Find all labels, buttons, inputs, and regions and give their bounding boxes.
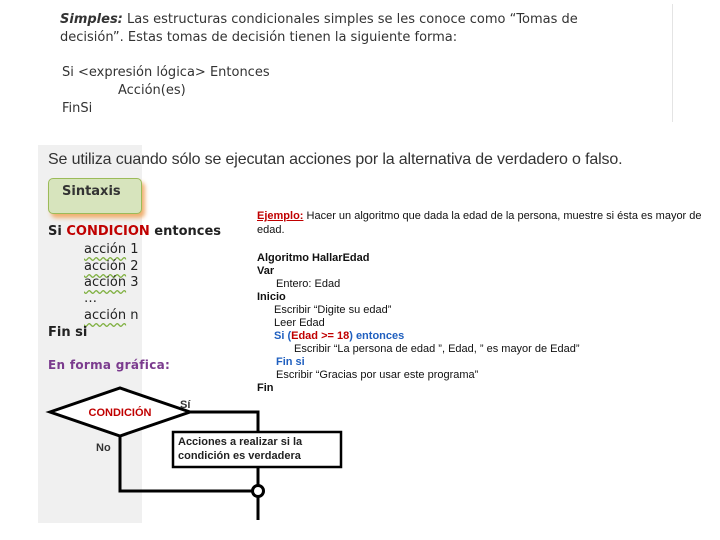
syntax-entonces: entonces <box>149 224 222 239</box>
definition-text: Las estructuras condicionales simples se les conoce como “Tomas de <box>122 12 578 27</box>
ejemplo-paragraph <box>257 209 707 237</box>
no-label: No <box>96 442 111 454</box>
syntax-accion-2 <box>84 259 138 274</box>
accion-num: 3 <box>126 275 139 290</box>
syntax-accion-n <box>84 308 138 323</box>
flowchart <box>38 380 358 530</box>
code-fin: Fin <box>257 382 274 394</box>
sintaxis-label: Sintaxis <box>62 184 121 199</box>
yes-line <box>190 412 258 432</box>
code-si <box>274 330 404 342</box>
code-inicio: Inicio <box>257 291 286 303</box>
accion-num: n <box>126 308 139 323</box>
syntax-dots: … <box>84 291 97 306</box>
code-algoritmo: Algoritmo HallarEdad <box>257 252 370 264</box>
syntax-si-line <box>48 224 221 239</box>
form-line-accion: Acción(es) <box>118 83 186 98</box>
syntax-accion-3 <box>84 275 138 290</box>
form-line-si: Si <expresión lógica> Entonces <box>62 65 270 80</box>
code-var: Var <box>257 265 275 277</box>
accion-word: acción <box>84 308 127 323</box>
condition-label: CONDICIÓN <box>88 407 152 419</box>
merge-connector <box>253 486 264 497</box>
syntax-accion-1 <box>84 242 138 257</box>
action-line-2: condición es verdadera <box>178 450 301 462</box>
definition-line-1 <box>60 12 578 27</box>
code-si-entonces: ) entonces <box>349 330 405 342</box>
accion-word: acción <box>84 242 127 257</box>
code-fin-si: Fin si <box>276 356 305 368</box>
code-si-kw: Si ( <box>274 330 292 342</box>
code-escribir-persona: Escribir “La persona de edad ”, Edad, ” es mayor de Edad” <box>294 343 580 355</box>
code-entero: Entero: Edad <box>276 278 341 290</box>
definition-term: Simples: <box>60 12 123 27</box>
accion-word: acción <box>84 275 127 290</box>
ejemplo-text: Hacer un algoritmo que dada la edad de la persona, muestre si ésta es mayor de edad. <box>257 210 702 236</box>
ejemplo-label: Ejemplo: <box>257 210 304 222</box>
code-escribir-gracias: Escribir “Gracias por usar este programa” <box>276 369 479 381</box>
definition-line-2: decisión”. Estas tomas de decisión tienen la siguiente forma: <box>60 30 458 45</box>
accion-num: 1 <box>126 242 139 257</box>
definition-box <box>54 4 673 122</box>
action-line-1: Acciones a realizar si la <box>178 436 303 448</box>
intro-text: Se utiliza cuando sólo se ejecutan acciones por la alternativa de verdadero o falso. <box>48 151 623 168</box>
accion-num: 2 <box>126 259 139 274</box>
accion-word: acción <box>84 259 127 274</box>
syntax-fin-si: Fin si <box>48 325 88 340</box>
code-escribir-digite: Escribir “Digite su edad” <box>274 304 392 316</box>
syntax-si: Si <box>48 224 67 239</box>
syntax-condicion: CONDICION <box>66 224 150 239</box>
yes-label: Sí <box>180 399 191 411</box>
grafica-label: En forma gráfica: <box>48 358 171 372</box>
form-line-finsi: FinSi <box>62 101 93 116</box>
code-si-cond: Edad >= 18 <box>291 330 350 342</box>
code-leer: Leer Edad <box>274 317 325 329</box>
